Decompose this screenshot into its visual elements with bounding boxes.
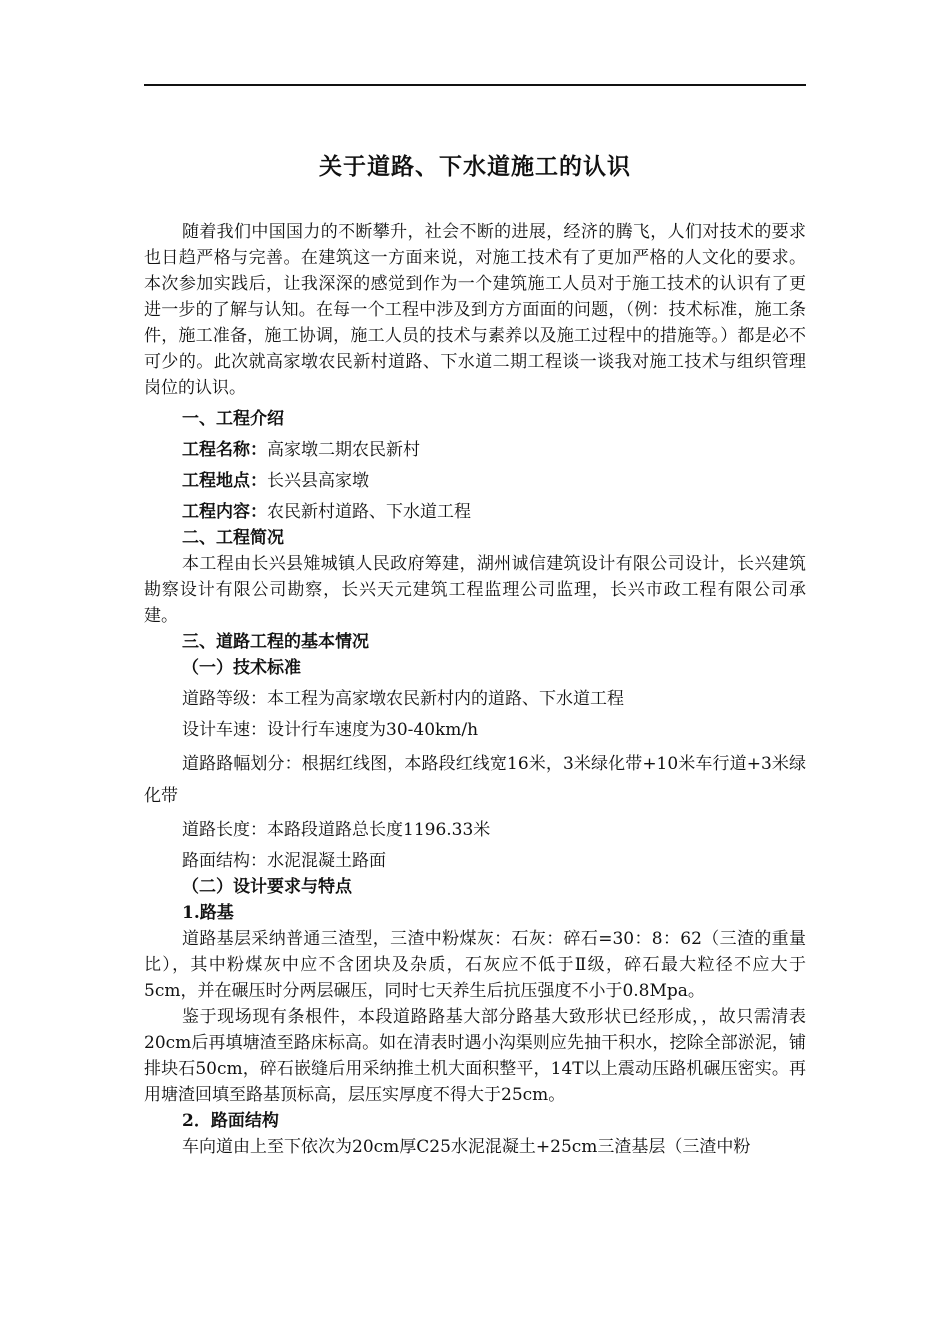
section-heading-intro: 一、工程介绍 [182,409,284,429]
project-name-label: 工程名称： [182,440,267,460]
item-heading-pavement: 2．路面结构 [182,1111,279,1131]
subgrade-paragraph-2: 鉴于现场现有条根件，本段道路路基大部分路基大致形状已经形成，，故只需清表20cm后再填塘渣至路床标高。如在清表时遇小沟渠则应先抽干积水，挖除全部淤泥，铺排块石50cm，碎石嵌缝后用采纳推土机大面积整平，14T以上震动压路机碾压密实。再用塘渣回填至路基顶标高，层压实厚度不得大于25cm。 [144,1007,806,1105]
project-location-label: 工程地点： [182,471,267,491]
project-name-value: 高家墩二期农民新村 [267,440,420,460]
subgrade-paragraph-1: 道路基层采纳普通三渣型，三渣中粉煤灰：石灰：碎石=30：8：62（三渣的重量比），其中粉煤灰中应不含团块及杂质，石灰应不低于Ⅱ级，碎石最大粒径不应大于5cm，并在碾压时分两层碾压，同时七天养生后抗压强度不小于0.8Mpa。 [144,929,806,1001]
project-location-value: 长兴县高家墩 [267,471,369,491]
project-content-label: 工程内容： [182,502,267,522]
pavement-line: 路面结构：水泥混凝土路面 [182,851,386,871]
header-rule [144,84,806,86]
item-heading-subgrade: 1.路基 [182,903,234,923]
subsection-heading-standards: （一）技术标准 [182,658,301,678]
road-width-paragraph: 道路路幅划分：根据红线图，本路段红线宽16米，3米绿化带+10米车行道+3米绿化带 [144,754,806,806]
intro-paragraph: 随着我们中国国力的不断攀升，社会不断的进展，经济的腾飞，人们对技术的要求也日趋严格与完善。在建筑这一方面来说，对施工技术有了更加严格的人文化的要求。本次参加实践后，让我深深的感觉到作为一个建筑施工人员对于施工技术的认识有了更进一步的了解与认知。在每一个工程中涉及到方方面面的问题，（例：技术标准，施工条件，施工准备，施工协调，施工人员的技术与素养以及施工过程中的措施等。）都是必不可少的。此次就高家墩农民新村道路、下水道二期工程谈一谈我对施工技术与组织管理岗位的认识。 [144,222,806,398]
overview-paragraph: 本工程由长兴县雉城镇人民政府筹建，湖州诚信建筑设计有限公司设计，长兴建筑勘察设计有限公司勘察，长兴天元建筑工程监理公司监理，长兴市政工程有限公司承建。 [144,554,806,626]
pavement-paragraph: 车向道由上至下依次为20cm厚C25水泥混凝土+25cm三渣基层（三渣中粉 [182,1137,751,1157]
road-grade-line: 道路等级：本工程为高家墩农民新村内的道路、下水道工程 [182,689,624,709]
project-content-value: 农民新村道路、下水道工程 [267,502,471,522]
design-speed-line: 设计车速：设计行车速度为30-40km/h [182,720,479,740]
subsection-heading-design: （二）设计要求与特点 [182,877,352,897]
project-name-row [144,437,806,463]
section-heading-overview: 二、工程简况 [182,528,284,548]
document-body [144,219,806,1160]
road-length-line: 道路长度：本路段道路总长度1196.33米 [182,820,491,840]
project-content-row [144,499,806,525]
document-title: 关于道路、下水道施工的认识 [319,153,631,180]
section-heading-road: 三、道路工程的基本情况 [182,632,369,652]
project-location-row [144,468,806,494]
